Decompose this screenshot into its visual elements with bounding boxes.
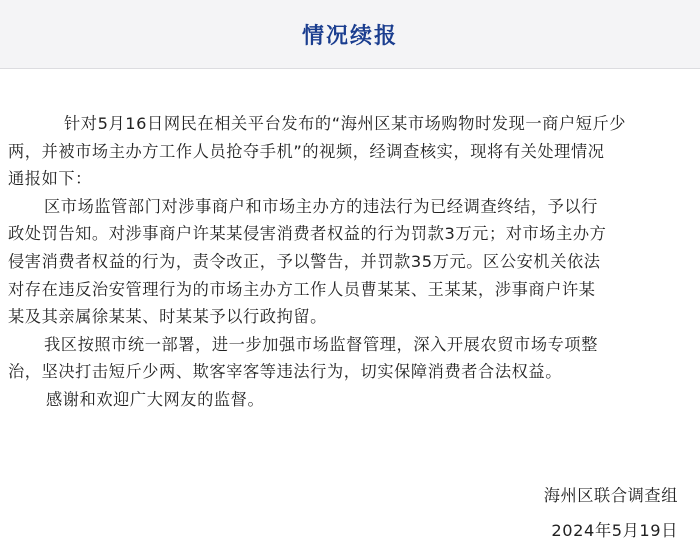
paragraph-line: 侵害消费者权益的行为，责令改正，予以警告，并罚款35万元。区公安机关依法 [8, 251, 601, 271]
signature-organization: 海州区联合调查组 [543, 486, 678, 505]
paragraph-line: 感谢和欢迎广大网友的监督。 [46, 389, 265, 409]
paragraph-line: 某及其亲属徐某某、时某某予以行政拘留。 [8, 307, 327, 327]
paragraph-1-cont [8, 138, 694, 193]
header-bar [0, 0, 700, 69]
page-title: 情况续报 [301, 23, 398, 49]
report-body [8, 110, 694, 414]
paragraph-3-cont [8, 358, 694, 386]
paragraph-line: 治，坚决打击短斤少两、欺客宰客等违法行为，切实保障消费者合法权益。 [8, 362, 562, 382]
paragraph-line: 政处罚告知。对涉事商户许某某侵害消费者权益的行为罚款3万元；对市场主办方 [8, 224, 607, 244]
paragraph-3 [44, 331, 694, 359]
paragraph-2 [44, 193, 694, 221]
signature-block [544, 478, 678, 548]
paragraph-line: 我区按照市统一部署，进一步加强市场监督管理，深入开展农贸市场专项整 [44, 334, 598, 354]
paragraph-line: 两，并被市场主办方工作人员抢夺手机”的视频，经调查核实，现将有关处理情况 [8, 141, 605, 161]
paragraph-line: 通报如下： [8, 169, 92, 189]
paragraph-1 [44, 110, 694, 138]
paragraph-line: 针对5月16日网民在相关平台发布的“海州区某市场购物时发现一商户短斤少 [64, 114, 627, 133]
paragraph-line: 区市场监管部门对涉事商户和市场主办方的违法行为已经调查终结，予以行 [44, 196, 598, 216]
paragraph-4 [46, 386, 694, 414]
signature-date: 2024年5月19日 [551, 521, 678, 540]
paragraph-2-cont [8, 220, 694, 330]
paragraph-line: 对存在违反治安管理行为的市场主办方工作人员曹某某、王某某，涉事商户许某 [8, 279, 596, 299]
